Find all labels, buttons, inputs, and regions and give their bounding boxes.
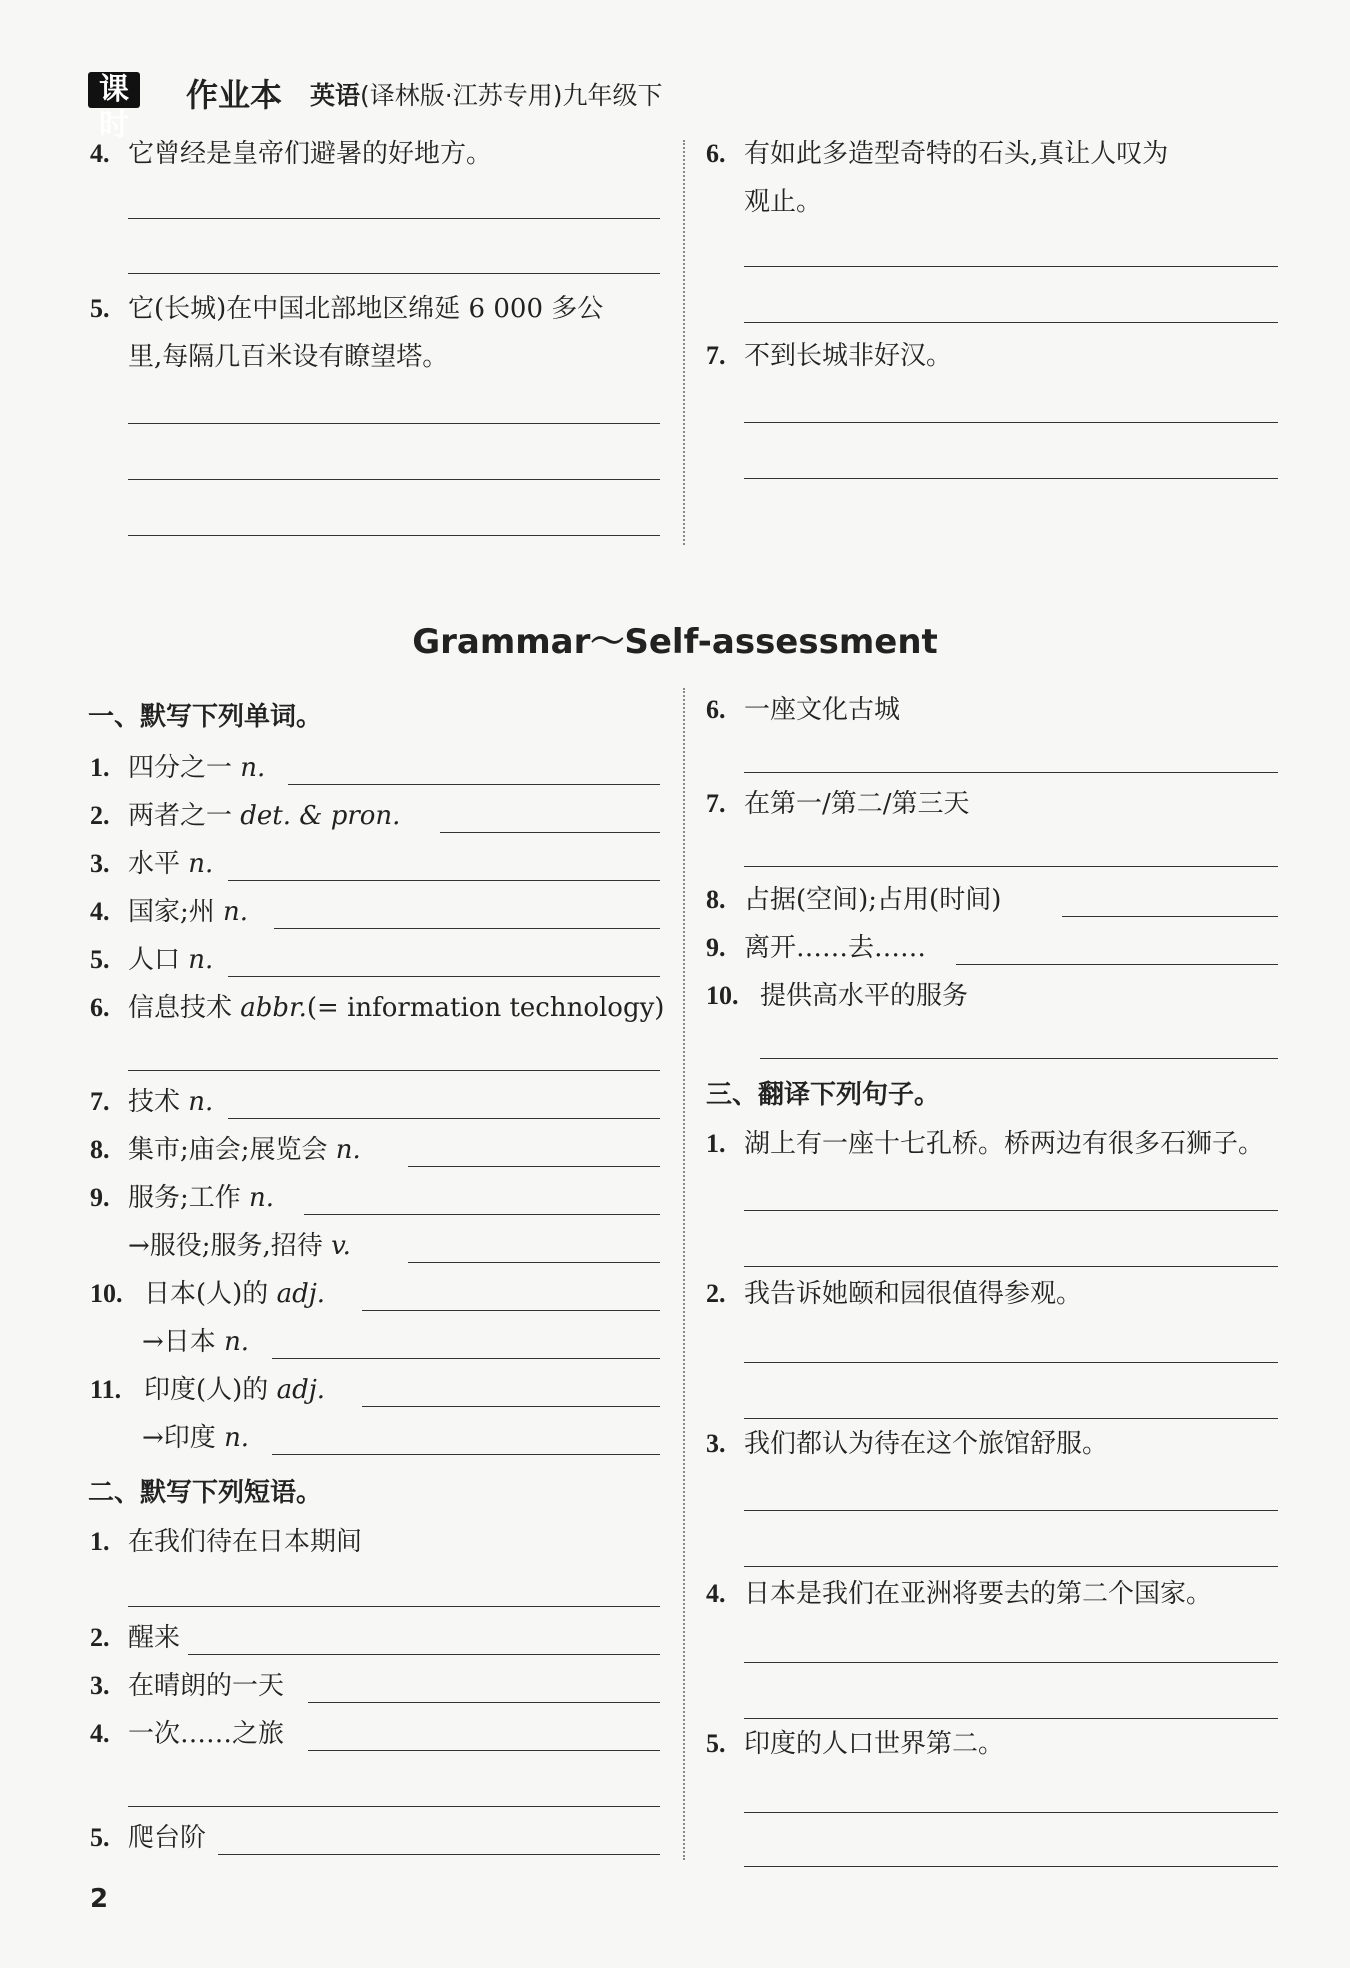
- answer-line[interactable]: [744, 266, 1278, 267]
- top-right-item-7: [706, 332, 952, 380]
- sentence-item: [706, 1570, 1212, 1618]
- item-text: 提供高水平的服务: [760, 981, 969, 1011]
- part1-heading: 一、默写下列单词。: [88, 702, 323, 732]
- part-of-speech: det. & pron.: [240, 801, 401, 831]
- word-item: [90, 840, 213, 888]
- item-number: 3.: [90, 849, 110, 878]
- answer-line[interactable]: [744, 1812, 1278, 1813]
- item-text: 两者之一: [128, 801, 233, 831]
- phrase-item: [90, 1614, 180, 1662]
- subject-bold: 英语: [310, 81, 361, 110]
- item-number: 5.: [706, 1729, 726, 1758]
- item-text: 一次……之旅: [128, 1719, 285, 1749]
- answer-line[interactable]: [228, 976, 660, 977]
- item-text: 信息技术: [128, 993, 233, 1023]
- item-text: 集市;庙会;展览会: [128, 1135, 328, 1165]
- item-number: 8.: [90, 1135, 110, 1164]
- top-right-item-6: [706, 130, 1168, 178]
- part-of-speech: adj.: [276, 1279, 326, 1309]
- subject-rest: (译林版·江苏专用)九年级下: [360, 81, 663, 110]
- item-number: 6.: [706, 695, 726, 724]
- top-left-item-4: [90, 130, 492, 178]
- phrase-item: [706, 780, 970, 828]
- item-text: 我们都认为待在这个旅馆舒服。: [744, 1429, 1109, 1459]
- item-text: →印度: [142, 1423, 216, 1453]
- item-number: 6.: [90, 993, 110, 1022]
- item-text: 占据(空间);占用(时间): [744, 885, 1002, 915]
- answer-line[interactable]: [188, 1654, 660, 1655]
- item-number: 5.: [90, 1823, 110, 1852]
- top-left-item-5: [90, 285, 603, 333]
- answer-line[interactable]: [272, 1358, 660, 1359]
- word-item: [90, 744, 265, 792]
- phrase-item: [706, 686, 900, 734]
- word-item: [90, 1174, 274, 1222]
- answer-line[interactable]: [308, 1702, 660, 1703]
- answer-line[interactable]: [128, 1606, 660, 1607]
- item-number: 3.: [90, 1671, 110, 1700]
- word-item: [142, 1414, 249, 1462]
- item-text: 在晴朗的一天: [128, 1671, 285, 1701]
- answer-line[interactable]: [288, 784, 660, 785]
- part-of-speech: n.: [224, 1423, 250, 1453]
- top-right-item-6-cont: 观止。: [744, 187, 823, 217]
- answer-line[interactable]: [744, 1210, 1278, 1211]
- answer-line[interactable]: [744, 478, 1278, 479]
- part-of-speech: n.: [335, 1135, 361, 1165]
- item-text: 国家;州: [128, 897, 215, 927]
- item-number: 10.: [706, 981, 739, 1010]
- answer-line[interactable]: [744, 1418, 1278, 1419]
- item-number: 4.: [90, 139, 110, 168]
- subject-title: [310, 76, 662, 112]
- item-number: 5.: [90, 294, 110, 323]
- item-number: 10.: [90, 1279, 123, 1308]
- word-item: [90, 936, 213, 984]
- item-text: 印度(人)的: [144, 1375, 269, 1405]
- answer-line[interactable]: [304, 1214, 660, 1215]
- item-text: 四分之一: [128, 753, 233, 783]
- logo-mark: 课时: [88, 72, 140, 108]
- answer-line[interactable]: [218, 1854, 660, 1855]
- item-number: 6.: [706, 139, 726, 168]
- item-text: 日本是我们在亚洲将要去的第二个国家。: [744, 1579, 1213, 1609]
- item-number: 7.: [90, 1087, 110, 1116]
- item-number: 4.: [90, 897, 110, 926]
- item-extra: (= information technology): [306, 993, 665, 1023]
- item-text: 一座文化古城: [744, 695, 901, 725]
- answer-line[interactable]: [744, 1362, 1278, 1363]
- word-item: [128, 1222, 351, 1270]
- part-of-speech: abbr.: [240, 993, 307, 1023]
- item-text: 不到长城非好汉。: [744, 341, 953, 371]
- answer-line[interactable]: [128, 1070, 660, 1071]
- part-of-speech: v.: [331, 1231, 351, 1261]
- answer-line[interactable]: [128, 423, 660, 424]
- word-item: [90, 984, 664, 1032]
- sentence-item: [706, 1270, 1082, 1318]
- answer-line[interactable]: [744, 1718, 1278, 1719]
- answer-line[interactable]: [760, 1058, 1278, 1059]
- item-number: 1.: [90, 753, 110, 782]
- item-text: 醒来: [128, 1623, 181, 1653]
- item-number: 9.: [90, 1183, 110, 1212]
- answer-line[interactable]: [744, 1266, 1278, 1267]
- item-number: 4.: [90, 1719, 110, 1748]
- word-item: [90, 1270, 325, 1318]
- item-number: 2.: [90, 801, 110, 830]
- part-of-speech: n.: [188, 849, 214, 879]
- phrase-item: [90, 1710, 284, 1758]
- part-of-speech: n.: [188, 1087, 214, 1117]
- item-number: 2.: [90, 1623, 110, 1652]
- item-text: 在第一/第二/第三天: [744, 789, 970, 819]
- answer-line[interactable]: [1062, 916, 1278, 917]
- answer-line[interactable]: [744, 422, 1278, 423]
- answer-line[interactable]: [308, 1750, 660, 1751]
- item-number: 1.: [706, 1129, 726, 1158]
- item-text: 爬台阶: [128, 1823, 207, 1853]
- part-of-speech: n.: [240, 753, 266, 783]
- item-text: 离开……去……: [744, 933, 927, 963]
- item-number: 11.: [90, 1375, 122, 1404]
- section-title: Grammar～Self-assessment: [412, 622, 938, 662]
- answer-line[interactable]: [440, 832, 660, 833]
- phrase-item: [90, 1662, 284, 1710]
- column-divider-top: [683, 140, 685, 545]
- word-item: [90, 1366, 325, 1414]
- sentence-item: [706, 1420, 1108, 1468]
- item-number: 3.: [706, 1429, 726, 1458]
- item-text: 人口: [128, 945, 181, 975]
- word-item: [90, 1126, 361, 1174]
- item-number: 2.: [706, 1279, 726, 1308]
- item-text: 水平: [128, 849, 181, 879]
- answer-line[interactable]: [128, 1806, 660, 1807]
- answer-line[interactable]: [362, 1310, 660, 1311]
- phrase-item: [706, 972, 968, 1020]
- answer-line[interactable]: [408, 1166, 660, 1167]
- brand-title: 作业本: [186, 76, 283, 114]
- answer-line[interactable]: [362, 1406, 660, 1407]
- top-left-item-5-cont: 里,每隔几百米设有瞭望塔。: [128, 342, 449, 372]
- item-number: 8.: [706, 885, 726, 914]
- item-text: →服役;服务,招待: [128, 1231, 323, 1261]
- sentence-item: [706, 1120, 1264, 1168]
- answer-line[interactable]: [228, 1118, 660, 1119]
- item-text: 我告诉她颐和园很值得参观。: [744, 1279, 1083, 1309]
- answer-line[interactable]: [744, 1566, 1278, 1567]
- item-number: 5.: [90, 945, 110, 974]
- item-text: 它(长城)在中国北部地区绵延 6 000 多公: [128, 294, 604, 324]
- phrase-item: [90, 1814, 206, 1862]
- part2-heading: 二、默写下列短语。: [88, 1478, 323, 1508]
- item-text: →日本: [142, 1327, 216, 1357]
- item-text: 在我们待在日本期间: [128, 1527, 363, 1557]
- answer-line[interactable]: [744, 866, 1278, 867]
- answer-line[interactable]: [744, 322, 1278, 323]
- item-text: 它曾经是皇帝们避暑的好地方。: [128, 139, 493, 169]
- answer-line[interactable]: [228, 880, 660, 881]
- answer-line[interactable]: [956, 964, 1278, 965]
- answer-line[interactable]: [744, 772, 1278, 773]
- item-number: 1.: [90, 1527, 110, 1556]
- column-divider-main: [683, 688, 685, 1860]
- part-of-speech: n.: [249, 1183, 275, 1213]
- answer-line[interactable]: [744, 1866, 1278, 1867]
- item-text: 服务;工作: [128, 1183, 241, 1213]
- item-number: 9.: [706, 933, 726, 962]
- part-of-speech: adj.: [276, 1375, 326, 1405]
- item-number: 4.: [706, 1579, 726, 1608]
- answer-line[interactable]: [128, 479, 660, 480]
- answer-line[interactable]: [272, 1454, 660, 1455]
- answer-line[interactable]: [128, 218, 660, 219]
- answer-line[interactable]: [744, 1662, 1278, 1663]
- phrase-item: [90, 1518, 362, 1566]
- item-text: 湖上有一座十七孔桥。桥两边有很多石狮子。: [744, 1129, 1265, 1159]
- part3-heading: 三、翻译下列句子。: [706, 1080, 941, 1110]
- answer-line[interactable]: [128, 535, 660, 536]
- part-of-speech: n.: [224, 1327, 250, 1357]
- item-text: 印度的人口世界第二。: [744, 1729, 1005, 1759]
- item-number: 7.: [706, 341, 726, 370]
- part-of-speech: n.: [223, 897, 249, 927]
- item-text: 有如此多造型奇特的石头,真让人叹为: [744, 139, 1169, 169]
- item-number: 7.: [706, 789, 726, 818]
- answer-line[interactable]: [128, 273, 660, 274]
- logo: [88, 72, 196, 143]
- word-item: [90, 888, 248, 936]
- part-of-speech: n.: [188, 945, 214, 975]
- answer-line[interactable]: [408, 1262, 660, 1263]
- phrase-item: [706, 924, 926, 972]
- item-text: 日本(人)的: [144, 1279, 269, 1309]
- item-text: 技术: [128, 1087, 181, 1117]
- page-number: 2: [90, 1884, 109, 1914]
- phrase-item: [706, 876, 1001, 924]
- sentence-item: [706, 1720, 1004, 1768]
- word-item: [142, 1318, 249, 1366]
- word-item: [90, 1078, 213, 1126]
- word-item: [90, 792, 400, 840]
- answer-line[interactable]: [274, 928, 660, 929]
- answer-line[interactable]: [744, 1510, 1278, 1511]
